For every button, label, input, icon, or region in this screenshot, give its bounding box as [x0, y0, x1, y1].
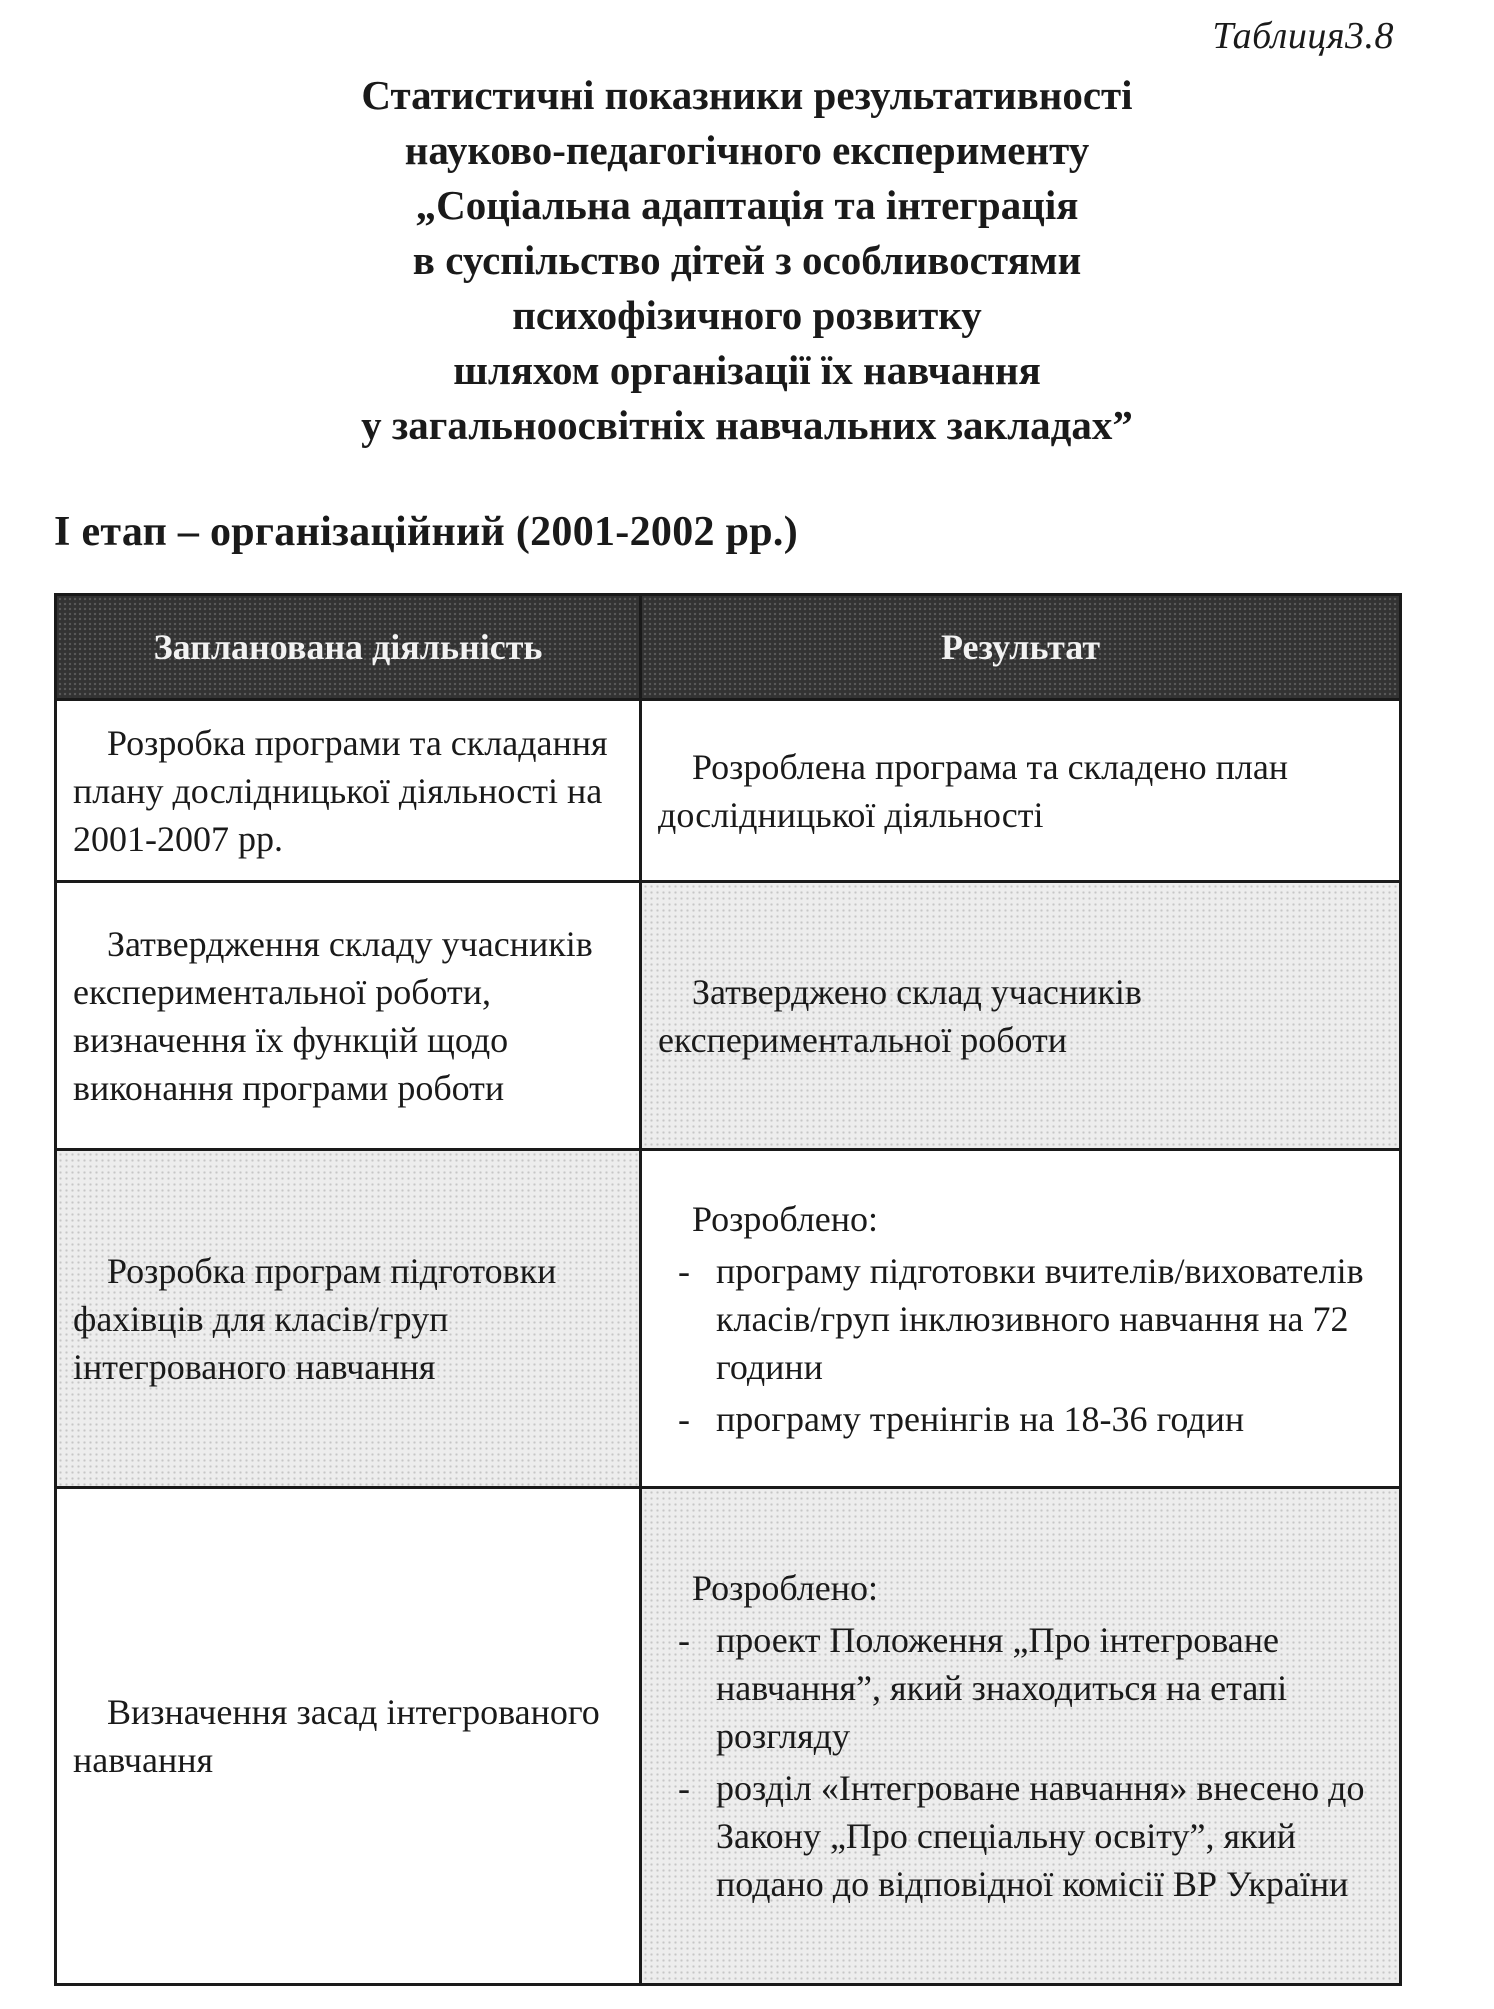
list-marker: - — [678, 1398, 690, 1439]
title-line: психофізичного розвитку — [512, 292, 982, 338]
activity-text: Затвердження складу учасників експериментальної роботи, визначення їх функцій щодо виконання програми роботи — [73, 923, 593, 1108]
list-item — [658, 1395, 1383, 1443]
list-item — [658, 1764, 1383, 1908]
table-title — [0, 68, 1494, 453]
list-item — [658, 1247, 1383, 1391]
list-item-text: розділ «Інтегроване навчання» внесено до Закону „Про спеціальну освіту”, який подано до відповідної комісії ВР України — [716, 1768, 1365, 1904]
list-item-text: програму підготовки вчителів/вихователів класів/груп інклюзивного навчання на 72 години — [716, 1250, 1364, 1387]
activity-text: Розробка програми та складання плану дослідницької діяльності на 2001-2007 рр. — [73, 722, 608, 859]
result-list — [658, 1616, 1383, 1908]
result-cell — [641, 882, 1401, 1150]
result-list — [658, 1247, 1383, 1443]
title-line: Статистичні показники результативності — [361, 72, 1133, 118]
table-number: Таблиця3.8 — [1212, 15, 1394, 57]
table-row — [56, 1150, 1401, 1488]
list-marker: - — [678, 1768, 690, 1808]
activity-cell — [56, 700, 641, 882]
stage-heading: І етап – організаційний (2001-2002 рр.) — [54, 509, 798, 555]
result-text: Затверджено склад учасників експериментальної роботи — [658, 971, 1142, 1060]
result-intro: Розроблено: — [692, 1198, 878, 1239]
header-planned-activity: Запланована діяльність — [56, 595, 641, 700]
result-cell — [641, 700, 1401, 882]
title-line: у загальноосвітніх навчальних закладах” — [361, 402, 1133, 448]
activity-cell — [56, 1150, 641, 1488]
result-cell — [641, 1150, 1401, 1488]
header-result: Результат — [641, 595, 1401, 700]
result-text: Розроблена програма та складено план дослідницької діяльності — [658, 746, 1289, 835]
list-marker: - — [678, 1250, 690, 1291]
list-item — [658, 1616, 1383, 1760]
table-row — [56, 700, 1401, 882]
activity-cell — [56, 1488, 641, 1985]
title-line: в суспільство дітей з особливостями — [412, 237, 1082, 283]
activity-text: Визначення засад інтегрованого навчання — [73, 1692, 600, 1780]
activity-cell — [56, 882, 641, 1150]
activity-text: Розробка програм підготовки фахівців для класів/груп інтегрованого навчання — [73, 1250, 557, 1387]
list-item-text: проект Положення „Про інтегроване навчання”, який знаходиться на етапі розгляду — [716, 1620, 1288, 1756]
results-table — [54, 593, 1402, 1986]
result-cell — [641, 1488, 1401, 1985]
title-line: шляхом організації їх навчання — [453, 347, 1041, 393]
title-line: науково-педагогічного експерименту — [404, 127, 1090, 173]
table-header-row — [56, 595, 1401, 700]
result-intro: Розроблено: — [692, 1568, 878, 1608]
table-row — [56, 1488, 1401, 1985]
list-item-text: програму тренінгів на 18-36 годин — [716, 1398, 1245, 1439]
table-row — [56, 882, 1401, 1150]
list-marker: - — [678, 1620, 690, 1660]
title-line: „Соціальна адаптація та інтеграція — [415, 182, 1079, 228]
